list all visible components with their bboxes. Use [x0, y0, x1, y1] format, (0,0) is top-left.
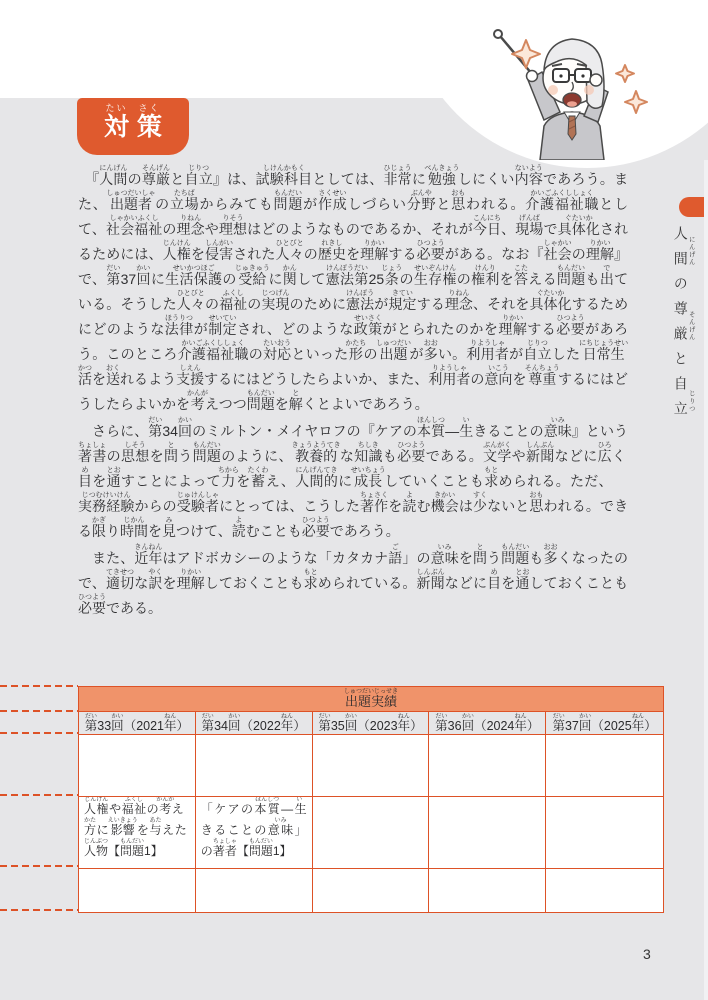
table-header-row	[79, 712, 663, 735]
page-edge	[704, 160, 708, 1000]
section-badge-label: 対たい策さく	[103, 103, 163, 141]
body-text	[78, 165, 628, 621]
registration-dash-mark	[0, 909, 78, 911]
registration-dash-mark	[0, 732, 78, 734]
teacher-head	[543, 39, 604, 108]
registration-dash-mark	[0, 710, 78, 712]
section-badge	[77, 98, 189, 155]
table-row	[79, 869, 663, 912]
table-cell: 「ケアの本質ほんしつ―生いきることの意味いみ」の著者ちょしゃ【問題もんだい1】	[196, 797, 313, 868]
table-cell	[546, 869, 663, 912]
column-header-33: 第だい 33 回かい （2021 年ねん ）	[79, 712, 196, 734]
table-title: 出題実績しゅつだいじっせき	[79, 687, 663, 712]
table-cell	[79, 735, 196, 796]
table-cell	[429, 797, 546, 868]
table-cell	[546, 735, 663, 796]
table-row	[79, 797, 663, 869]
registration-dash-mark	[0, 865, 78, 867]
paragraph-1: 『人間にんげんの尊厳そんげんと自立じりつ』は、試験科目しけんかもくとしては、非常ひじょうに勉強べんきょうしにくい内容ないようであろう。また、出題者しゅつだいしゃの立場たちばからみても問題もんだいが作成さくせいしづらい分野ぶんやと思おもわれる。介護福祉職かいごふくししょくとして、社会福祉しゃかいふくしの理念りねんや理想りそうはどのようなものであるか、それが今日こんにち、現場げんばで具体化ぐたいかされるためには、人権じんけんを侵害しんがいされた人々ひとびとの歴史れきしを理解りかいする必要ひつようがある。なお『社会しゃかいの理解りかい』で、第だい37回かいに生活保護せいかつほごの受給じゅきゅうに関かんして憲法第けんぽうだい25条じょうの生存権せいぞんけんの権利けんりを答こたえる問題もんだいも出でている。そうした人々ひとびとの福祉ふくしの実現じつげんのために憲法けんぽうが規定きていする理念りねん、それを具体化ぐたいかするためにどのような法律ほうりつが制定せいていされ、どのような政策せいさくがとられたのかを理解りかいする必要ひつようがあろう。このところ介護福祉職かいごふくししょくの対応たいおうといった形かたちの出題しゅつだいが多おおい。利用者りようしゃが自立じりつした日常生活にちじょうせいかつを送おくれるよう支援しえんするにはどうしたらよいか、また、利用者りようしゃの意向いこうを尊重そんちょうするにはどうしたらよいかを考かんがえつつ問題もんだいを解とくとよいであろう。	[78, 165, 629, 412]
table-cell	[429, 735, 546, 796]
table-cell	[196, 735, 313, 796]
paragraph-2: さらに、第だい34回かいのミルトン・メイヤロフの『ケアの本質ほんしつ―生いきることの意味いみ』という著書ちょしょの思想しそうを問とう問題もんだいのように、教養的きょうようてきな知識ちしきも必要ひつようである。文学ぶんがくや新聞しんぶんなどに広ひろく目めを通とおすことによって力ちからを蓄たくわえ、人間的にんげんてきに成長せいちょうしていくことも求もとめられる。ただ、実務経験じつむけいけんからの受験者じゅけんしゃにとっては、こうした著作ちょさくを読よむ機会きかいは少すくないと思おもわれる。できる限かぎり時間じかんを見みつけて、読よむことも必要ひつようであろう。	[78, 417, 629, 539]
column-header-35: 第だい 35 回かい （2023 年ねん ）	[313, 712, 430, 734]
chapter-title-vertical: 人間 にんげんの尊厳 そんげんと自立 じりつ	[672, 226, 695, 426]
registration-dash-mark	[0, 794, 78, 796]
exam-history-table	[78, 686, 664, 913]
column-header-36: 第だい 36 回かい （2024 年ねん ）	[429, 712, 546, 734]
table-row	[79, 735, 663, 797]
registration-dash-mark	[0, 685, 78, 687]
table-cell	[79, 869, 196, 912]
teacher-illustration	[468, 10, 658, 160]
paragraph-3: また、近年きんねんはアドボカシーのような「カタカナ語ご」の意味いみを問とう問題もんだいも多おおくなったので、適切てきせつな訳やくを理解りかいしておくことも求もとめられている。新聞しんぶんなどに目めを通とおしておくことも必要ひつようである。	[78, 544, 629, 616]
column-header-34: 第だい 34 回かい （2022 年ねん ）	[196, 712, 313, 734]
table-cell	[313, 797, 430, 868]
table-cell	[546, 797, 663, 868]
table-cell	[313, 869, 430, 912]
table-cell: 人権じんけんや福祉ふくしの考かんがえ方かたに影響えいきょうを与あたえた人物じんぶつ【問題もんだい1】	[79, 797, 196, 868]
table-cell	[429, 869, 546, 912]
column-header-37: 第だい 37 回かい （2025 年ねん ）	[552, 713, 657, 733]
table-cell	[196, 869, 313, 912]
page-number: 3	[643, 946, 651, 962]
table-cell	[313, 735, 430, 796]
